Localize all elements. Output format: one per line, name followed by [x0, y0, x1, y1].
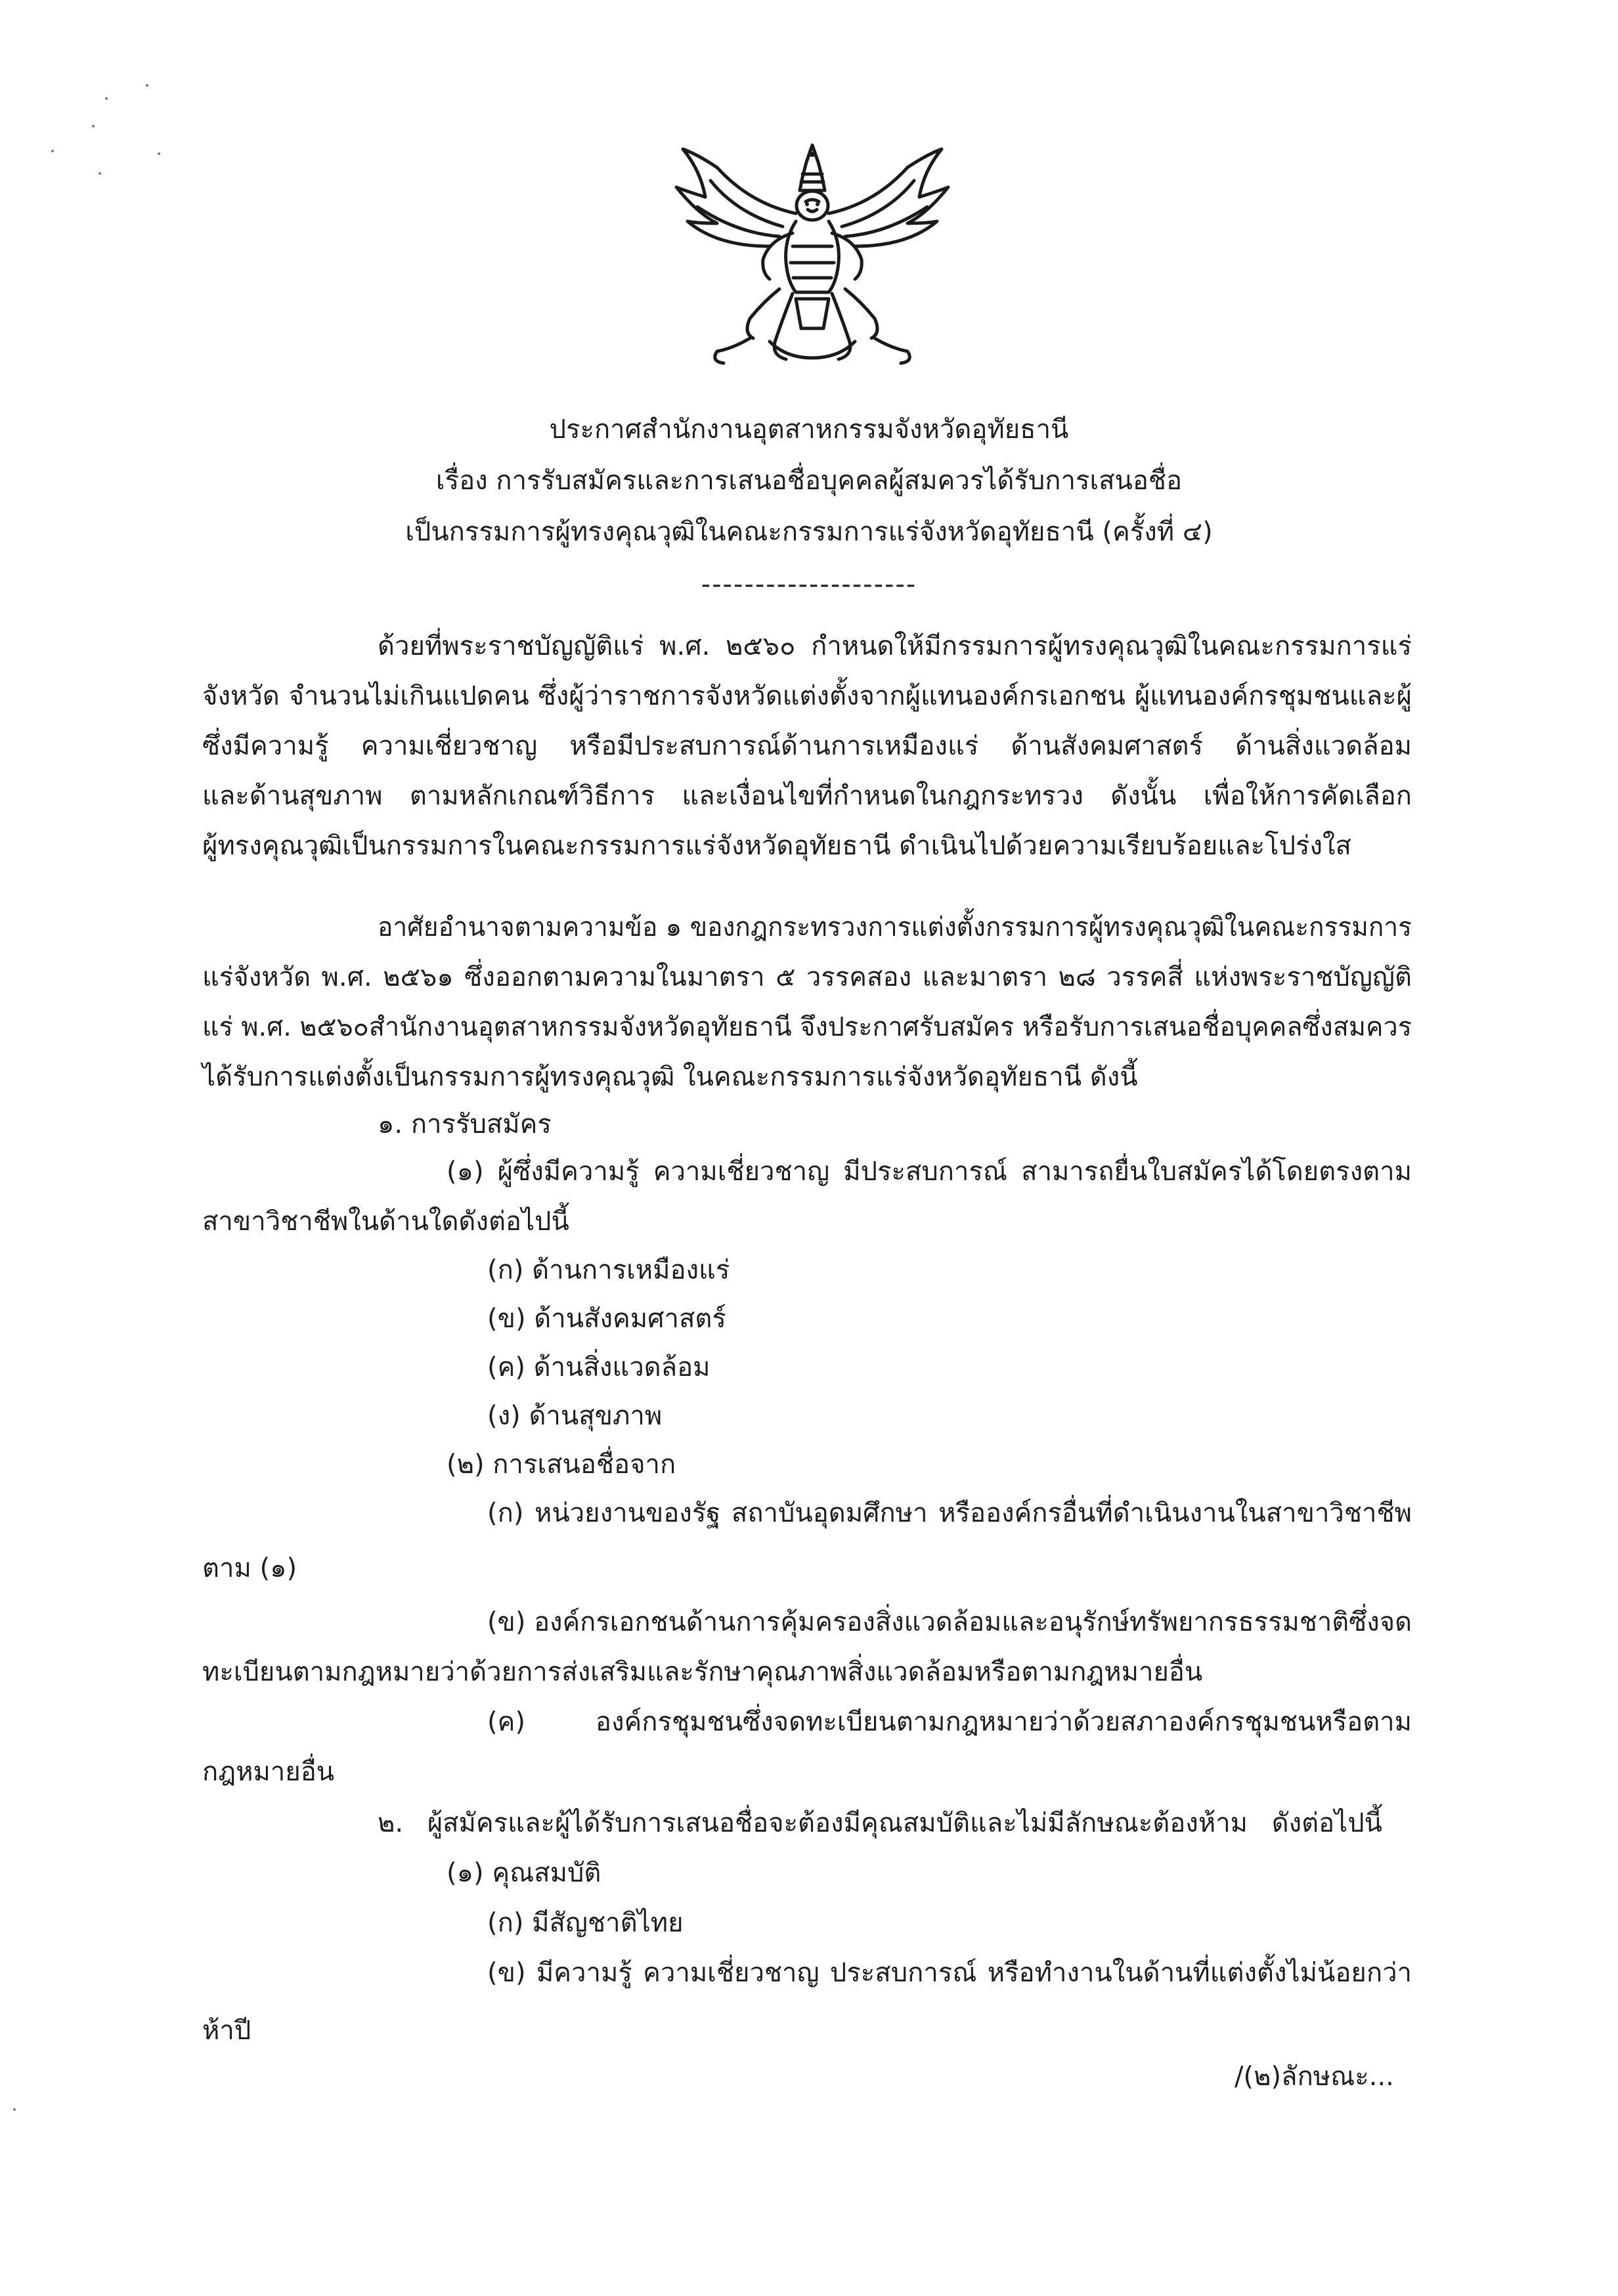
section-1-2-c-line: กฎหมายอื่น: [202, 1757, 335, 1787]
section-1-2-b-line: ทะเบียนตามกฎหมายว่าด้วยการส่งเสริมและรักษาคุณภาพสิ่งแวดล้อมหรือตามกฎหมายอื่น: [202, 1657, 1203, 1687]
page-continuation: /(๒)ลักษณะ...: [1235, 2062, 1394, 2092]
header-divider: --------------------: [701, 569, 917, 600]
paragraph-1-line: ด้วยที่พระราชบัญญัติแร่ พ.ศ. ๒๕๖๐ กำหนดให้มีกรรมการผู้ทรงคุณวุฒิในคณะกรรมการแร่: [378, 631, 1412, 661]
section-2-1-a: (ก) มีสัญชาติไทย: [487, 1908, 684, 1938]
paragraph-2-line: ได้รับการแต่งตั้งเป็นกรรมการผู้ทรงคุณวุฒิ ในคณะกรรมการแร่จังหวัดอุทัยธานี ดังนี้: [202, 1062, 1138, 1092]
header-title-line-3: เป็นกรรมการผู้ทรงคุณวุฒิในคณะกรรมการแร่จังหวัดอุทัยธานี (ครั้งที่ ๔): [405, 517, 1213, 547]
list-item: (ก) ด้านการเหมืองแร่: [487, 1255, 730, 1285]
section-1-1-line: (๑) ผู้ซึ่งมีความรู้ ความเชี่ยวชาญ มีประสบการณ์ สามารถยื่นใบสมัครได้โดยตรงตาม: [447, 1157, 1412, 1187]
section-2-1-heading: (๑) คุณสมบัติ: [447, 1858, 601, 1888]
section-1-2-a-line: ตาม (๑): [202, 1553, 297, 1583]
garuda-emblem-icon: [671, 141, 953, 368]
section-1-2-heading: (๒) การเสนอชื่อจาก: [447, 1449, 676, 1480]
section-1-2-a-line: (ก) หน่วยงานของรัฐ สถาบันอุดมศึกษา หรือองค์กรอื่นที่ดำเนินงานในสาขาวิชาชีพ: [487, 1498, 1412, 1528]
paragraph-2-line: แร่ พ.ศ. ๒๕๖๐สำนักงานอุตสาหกรรมจังหวัดอุทัยธานี จึงประกาศรับสมัคร หรือรับการเสนอชื่อบุคคลซึ่งสมควร: [202, 1012, 1412, 1042]
section-1-heading: ๑. การรับสมัคร: [378, 1109, 552, 1139]
section-2-1-b-line: ห้าปี: [202, 2016, 251, 2046]
list-item: (ค) ด้านสิ่งแวดล้อม: [487, 1352, 711, 1382]
list-item: (ง) ด้านสุขภาพ: [487, 1401, 663, 1431]
section-1-2-c-line: (ค) องค์กรชุมชนซึ่งจดทะเบียนตามกฎหมายว่าด้วยสภาองค์กรชุมชนหรือตาม: [487, 1707, 1412, 1737]
section-1-2-b-line: (ข) องค์กรเอกชนด้านการคุ้มครองสิ่งแวดล้อมและอนุรักษ์ทรัพยากรธรรมชาติซึ่งจด: [487, 1607, 1412, 1637]
paragraph-1-line: ผู้ทรงคุณวุฒิเป็นกรรมการในคณะกรรมการแร่จังหวัดอุทัยธานี ดำเนินไปด้วยความเรียบร้อยและโปร่งใส: [202, 831, 1351, 861]
paragraph-1-line: จังหวัด จำนวนไม่เกินแปดคน ซึ่งผู้ว่าราชการจังหวัดแต่งตั้งจากผู้แทนองค์กรเอกชน ผู้แทนองค์กรชุมชนและผู้: [202, 681, 1412, 711]
section-2-1-b-line: (ข) มีความรู้ ความเชี่ยวชาญ ประสบการณ์ หรือทำงานในด้านที่แต่งตั้งไม่น้อยกว่า: [487, 1958, 1412, 1988]
header-title-line-1: ประกาศสำนักงานอุตสาหกรรมจังหวัดอุทัยธานี: [549, 414, 1069, 445]
header-title-line-2: เรื่อง การรับสมัครและการเสนอชื่อบุคคลผู้สมควรได้รับการเสนอชื่อ: [435, 466, 1183, 496]
section-2-heading: ๒. ผู้สมัครและผู้ได้รับการเสนอชื่อจะต้องมีคุณสมบัติและไม่มีลักษณะต้องห้าม ดังต่อไปนี้: [378, 1808, 1382, 1838]
section-1-1-line: สาขาวิชาชีพในด้านใดดังต่อไปนี้: [202, 1206, 569, 1237]
paragraph-2-line: แร่จังหวัด พ.ศ. ๒๕๖๑ ซึ่งออกตามความในมาตรา ๕ วรรคสอง และมาตรา ๒๘ วรรคสี่ แห่งพระราชบัญญัติ: [202, 962, 1412, 992]
paragraph-1-line: และด้านสุขภาพ ตามหลักเกณฑ์วิธีการ และเงื่อนไขที่กำหนดในกฎกระทรวง ดังนั้น เพื่อให้การคัดเลือก: [202, 781, 1412, 811]
list-item: (ข) ด้านสังคมศาสตร์: [487, 1304, 726, 1334]
paragraph-1-line: ซึ่งมีความรู้ ความเชี่ยวชาญ หรือมีประสบการณ์ด้านการเหมืองแร่ ด้านสังคมศาสตร์ ด้านสิ่งแวดล้อม: [202, 731, 1412, 761]
paragraph-2-line: อาศัยอำนาจตามความข้อ ๑ ของกฎกระทรวงการแต่งตั้งกรรมการผู้ทรงคุณวุฒิในคณะกรรมการ: [378, 912, 1412, 942]
